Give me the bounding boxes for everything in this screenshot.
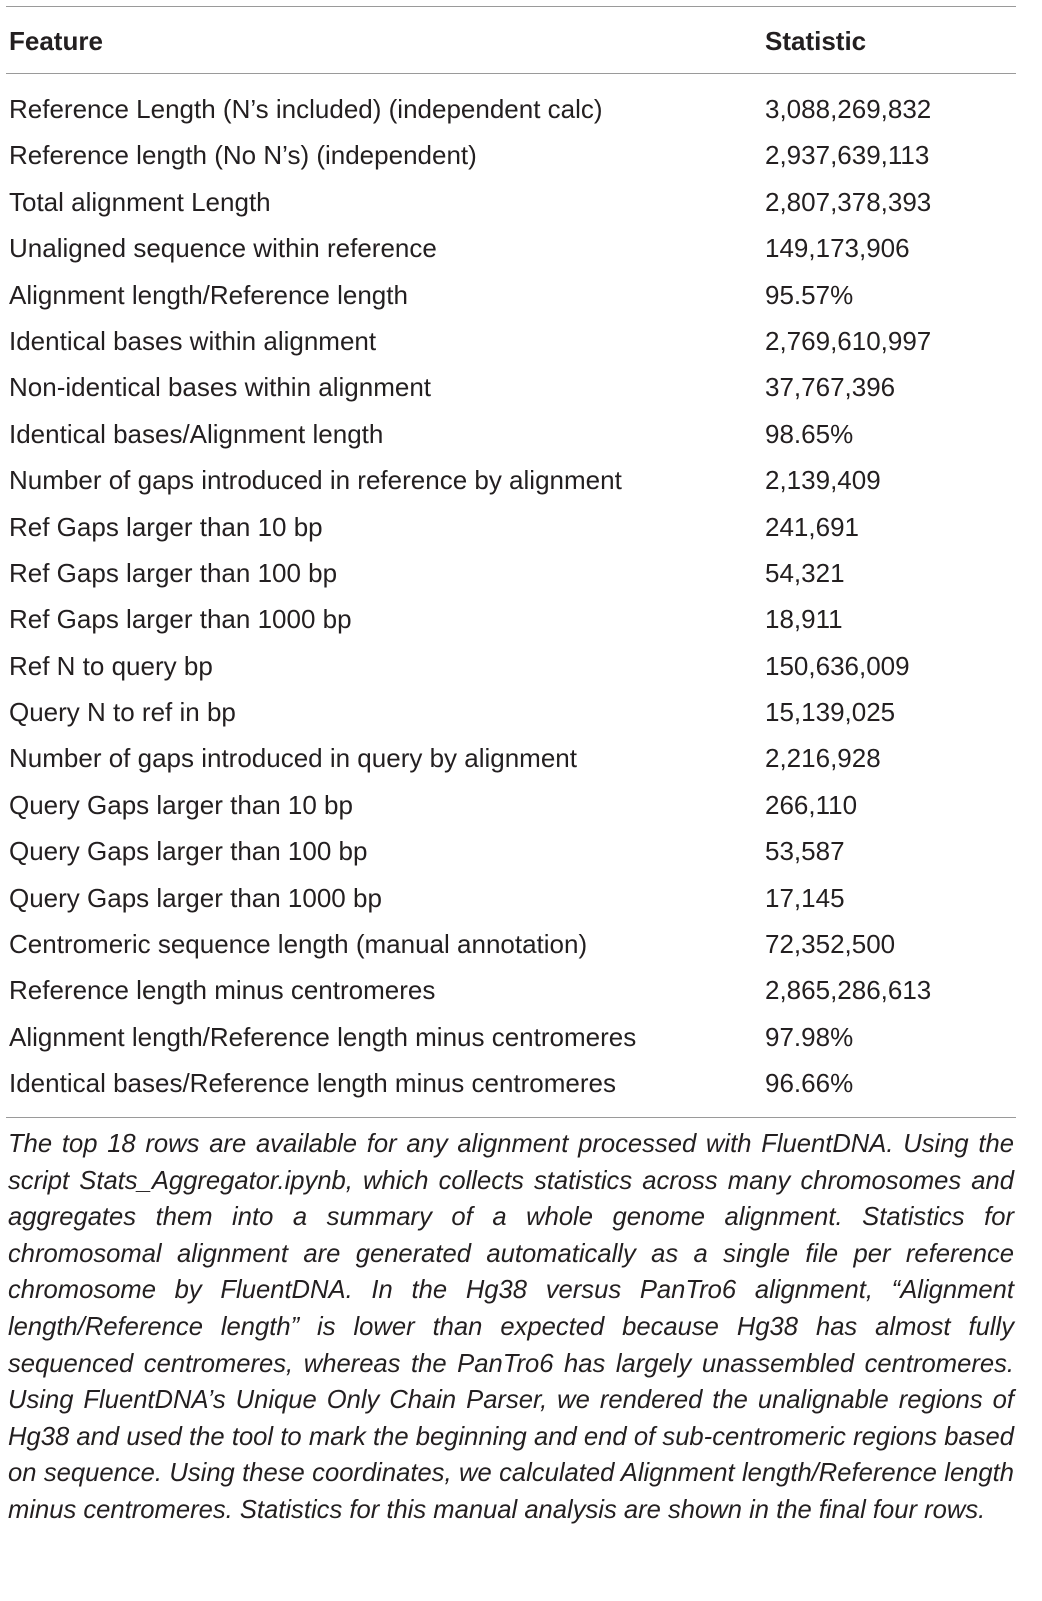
statistic-cell: 53,587 [765, 836, 845, 867]
table-row [0, 689, 1042, 735]
feature-cell: Number of gaps introduced in reference by alignment [9, 465, 622, 496]
table-row [0, 225, 1042, 271]
table-caption: The top 18 rows are available for any alignment processed with FluentDNA. Using the script Stats_Aggregator.ipynb, which collects statistics across many chromosomes and aggregates them into a summary of a whole genome alignment. Statistics for chromosomal alignment are generated automatically as a single file per reference chromosome by FluentDNA. In the Hg38 versus PanTro6 alignment, “Alignment length/Reference length” is lower than expected because Hg38 has almost fully sequenced centromeres, whereas the PanTro6 has largely unassembled centromeres. Using FluentDNA’s Unique Only Chain Parser, we rendered the unalignable regions of Hg38 and used the tool to mark the beginning and end of sub-centromeric regions based on sequence. Using these coordinates, we calculated Alignment length/Reference length minus centromeres. Statistics for this manual analysis are shown in the final four rows. [8, 1130, 1014, 1524]
statistic-cell: 15,139,025 [765, 697, 896, 728]
feature-cell: Ref Gaps larger than 100 bp [9, 557, 338, 588]
feature-cell: Alignment length/Reference length minus centromeres [9, 1021, 637, 1052]
feature-cell: Non-identical bases within alignment [9, 372, 432, 403]
table-header-rule [6, 73, 1016, 74]
feature-cell: Query Gaps larger than 10 bp [9, 789, 353, 820]
feature-cell: Centromeric sequence length (manual annotation) [9, 929, 588, 960]
feature-cell: Identical bases within alignment [9, 325, 377, 356]
feature-cell: Reference length (No N’s) (independent) [9, 140, 477, 171]
statistic-cell: 18,911 [765, 604, 843, 635]
statistic-cell: 149,173,906 [765, 233, 910, 264]
header-statistic: Statistic [765, 26, 867, 56]
statistic-cell: 150,636,009 [765, 650, 910, 681]
table-header [0, 18, 1042, 64]
table-top-rule [6, 6, 1016, 7]
table-row [0, 596, 1042, 642]
statistic-cell: 17,145 [765, 882, 845, 913]
statistic-cell: 3,088,269,832 [765, 94, 932, 124]
feature-cell: Reference length minus centromeres [9, 975, 436, 1006]
statistic-cell: 2,865,286,613 [765, 975, 932, 1006]
table-row [0, 875, 1042, 921]
feature-cell: Ref Gaps larger than 10 bp [9, 511, 323, 542]
table-row [0, 643, 1042, 689]
statistic-cell: 2,807,378,393 [765, 186, 932, 217]
feature-cell: Total alignment Length [9, 186, 271, 217]
statistic-cell: 2,769,610,997 [765, 325, 932, 356]
statistic-cell: 97.98% [765, 1021, 854, 1052]
table-body [0, 86, 1042, 1107]
table-row [0, 457, 1042, 503]
feature-cell: Query N to ref in bp [9, 697, 236, 728]
table-row [0, 921, 1042, 967]
table-row [0, 1060, 1042, 1106]
table-row [0, 86, 1042, 132]
feature-cell: Number of gaps introduced in query by alignment [9, 743, 577, 774]
statistic-cell: 95.57% [765, 279, 854, 310]
table-row [0, 132, 1042, 178]
table-row [0, 1014, 1042, 1060]
table-row [0, 411, 1042, 457]
statistic-cell: 54,321 [765, 557, 845, 588]
feature-cell: Reference Length (N’s included) (independent calc) [9, 94, 603, 124]
feature-cell: Unaligned sequence within reference [9, 233, 437, 264]
table-row [0, 179, 1042, 225]
statistic-cell: 266,110 [765, 789, 858, 820]
table-row [0, 504, 1042, 550]
statistic-cell: 241,691 [765, 511, 859, 542]
table-row [0, 364, 1042, 410]
table-row [0, 735, 1042, 781]
statistic-cell: 2,937,639,113 [765, 140, 930, 171]
table-row [0, 550, 1042, 596]
table-row [0, 828, 1042, 874]
feature-cell: Ref Gaps larger than 1000 bp [9, 604, 352, 635]
feature-cell: Query Gaps larger than 1000 bp [9, 882, 382, 913]
statistic-cell: 98.65% [765, 418, 854, 449]
table-bottom-rule [6, 1117, 1016, 1118]
table-row [0, 782, 1042, 828]
statistic-cell: 2,139,409 [765, 465, 881, 496]
header-feature: Feature [9, 26, 103, 56]
statistic-cell: 96.66% [765, 1068, 854, 1099]
table-row [0, 272, 1042, 318]
feature-cell: Ref N to query bp [9, 650, 213, 681]
feature-cell: Alignment length/Reference length [9, 279, 408, 310]
feature-cell: Identical bases/Alignment length [9, 418, 384, 449]
statistic-cell: 72,352,500 [765, 929, 896, 960]
statistic-cell: 2,216,928 [765, 743, 881, 774]
table-row [0, 967, 1042, 1013]
feature-cell: Query Gaps larger than 100 bp [9, 836, 368, 867]
feature-cell: Identical bases/Reference length minus centromeres [9, 1068, 616, 1099]
table-row [0, 318, 1042, 364]
statistic-cell: 37,767,396 [765, 372, 896, 403]
